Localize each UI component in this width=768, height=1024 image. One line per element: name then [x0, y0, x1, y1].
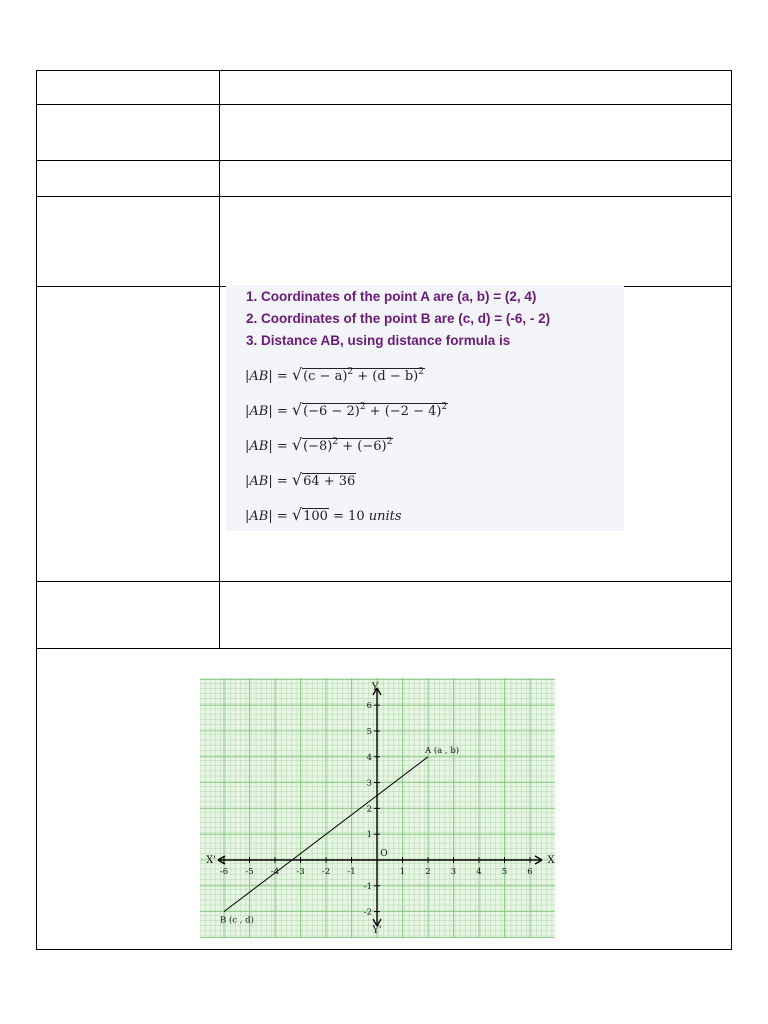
table-row — [37, 105, 731, 161]
exponent: 2 — [386, 437, 393, 447]
equation-result: = 10 — [328, 509, 369, 524]
equation-1: $|AB| = √(c - a)^2 + (d - b)^2$ — [245, 365, 424, 384]
equation-term: (−8) — [303, 439, 333, 454]
equation-term: 64 + 36 — [303, 474, 356, 489]
solution-step-3: 3. Distance AB, using distance formula is — [246, 333, 511, 348]
equation-term: + (d − b) — [353, 369, 419, 384]
solution-step-2: 2. Coordinates of the point B are (c, d) = (-6, - 2) — [246, 311, 551, 326]
table-row — [37, 582, 731, 649]
x-tick-label: 6 — [527, 867, 533, 877]
table-cell — [220, 197, 731, 286]
x-axis-label-neg: X' — [206, 855, 216, 866]
x-tick-label: 4 — [476, 867, 482, 877]
exponent: 2 — [347, 367, 354, 377]
equation-term: + (−2 − 4) — [365, 404, 442, 419]
table-row — [37, 71, 731, 105]
equation-term: (c − a) — [303, 369, 348, 384]
x-tick-label: -6 — [219, 867, 229, 877]
equation-lhs: |AB| = — [245, 509, 292, 524]
solution-image — [226, 285, 624, 531]
point-b-label: B (c , d) — [220, 915, 254, 926]
table-cell — [220, 161, 731, 196]
x-tick-label: -4 — [270, 867, 280, 877]
equation-4: |AB| = √64 + 36 — [245, 470, 356, 489]
y-axis-label-neg: Y' — [372, 925, 382, 936]
table-cell — [37, 71, 220, 104]
y-tick-label: 3 — [366, 778, 372, 789]
equation-5: |AB| = √100 = 10 units — [245, 505, 402, 524]
x-tick-label: -3 — [296, 867, 305, 877]
point-a-label: A (a , b) — [425, 745, 460, 756]
x-axis-label: X — [547, 855, 555, 866]
table-cell — [220, 582, 731, 648]
exponent: 2 — [332, 437, 339, 447]
exponent: 2 — [418, 367, 424, 377]
y-tick-label: -1 — [363, 881, 372, 892]
equation-3: $|AB| = √(-8)^2 + (-6)^2$ — [245, 435, 393, 454]
solution-step-1: 1. Coordinates of the point A are (a, b) = (2, 4) — [246, 289, 537, 304]
origin-label: O — [380, 849, 388, 859]
table-cell — [220, 105, 731, 160]
x-tick-label: 1 — [399, 867, 406, 877]
equation-2: $|AB| = √(-6 - 2)^2 + (-2 - 4)^2$ — [245, 400, 448, 419]
coordinate-graph — [200, 678, 555, 938]
y-tick-label: 4 — [366, 752, 372, 763]
x-tick-label: -2 — [321, 867, 331, 877]
x-tick-label: 5 — [501, 867, 508, 877]
x-tick-label: -5 — [245, 867, 254, 877]
equation-term: (−6 − 2) — [303, 404, 360, 419]
y-tick-label: -2 — [363, 907, 372, 918]
x-tick-label: 2 — [425, 867, 431, 877]
equation-lhs: |AB| = — [245, 369, 292, 384]
exponent: 2 — [359, 402, 366, 412]
equation-term: + (−6) — [338, 439, 387, 454]
table-cell — [220, 71, 731, 104]
equation-lhs: |AB| = — [245, 474, 292, 489]
x-tick-label: -1 — [347, 867, 356, 877]
table-cell — [37, 161, 220, 196]
y-tick-label: 5 — [366, 727, 372, 737]
equation-term: 100 — [303, 509, 328, 524]
equation-lhs: |AB| = — [245, 439, 292, 454]
table-cell — [37, 197, 220, 286]
equation-lhs: |AB| = — [245, 404, 292, 419]
table-cell — [37, 582, 220, 648]
y-tick-label: 2 — [366, 804, 372, 815]
y-axis-label: Y — [371, 682, 379, 693]
exponent: 2 — [441, 402, 448, 412]
y-tick-label: 1 — [366, 830, 372, 841]
equation-unit: units — [368, 509, 402, 524]
x-tick-label: 3 — [450, 867, 457, 877]
table-row — [37, 197, 731, 287]
table-row — [37, 161, 731, 197]
table-cell — [37, 287, 220, 581]
table-cell — [37, 105, 220, 160]
y-tick-label: 6 — [366, 701, 372, 712]
